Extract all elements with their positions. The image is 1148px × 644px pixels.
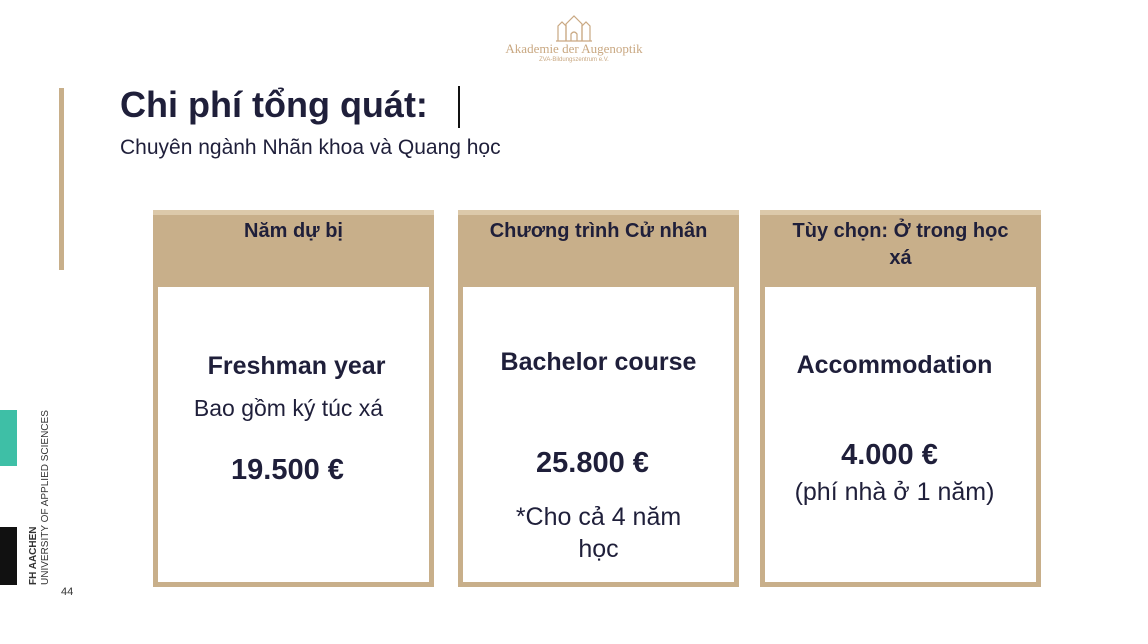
fh-teal-strip [0,410,17,466]
brand-line-2: UNIVERSITY OF APPLIED SCIENCES [40,410,51,585]
card-body [760,287,1041,587]
fh-black-strip [0,527,17,585]
card-heading: Bachelor course [500,348,697,376]
card-header: Năm dự bị [153,210,434,287]
card-heading: Freshman year [207,352,386,380]
slide-subtitle: Chuyên ngành Nhãn khoa và Quang học [120,136,501,159]
slide-title: Chi phí tổng quát: [120,84,428,125]
card-header: Tùy chọn: Ở trong học xá [760,210,1041,287]
academy-logo [494,14,654,74]
card-body [153,287,434,587]
card-price: 19.500 € [231,454,344,486]
card-note: (phí nhà ở 1 năm) [794,478,995,506]
fh-aachen-brand [28,405,52,585]
card-price: 25.800 € [536,447,649,479]
card-accommodation [760,210,1041,587]
card-body [458,287,739,587]
logo-subtitle: ZVA-Bildungszentrum e.V. [539,57,609,63]
card-header: Chương trình Cử nhân [458,210,739,287]
card-heading: Accommodation [796,351,993,379]
logo-name: Akademie der Augenoptik [505,41,643,56]
castle-icon [554,14,594,42]
accent-bar [59,88,64,270]
card-note: Bao gồm ký túc xá [193,395,384,421]
card-note-line-2: học [578,535,619,563]
brand-line-1: FH AACHEN [28,526,39,585]
page-number: 44 [61,586,74,598]
card-freshman-year [153,210,434,587]
card-bachelor-course [458,210,739,587]
card-note-line-1: *Cho cả 4 năm [515,503,682,531]
card-price: 4.000 € [841,439,938,471]
text-cursor [458,86,460,128]
